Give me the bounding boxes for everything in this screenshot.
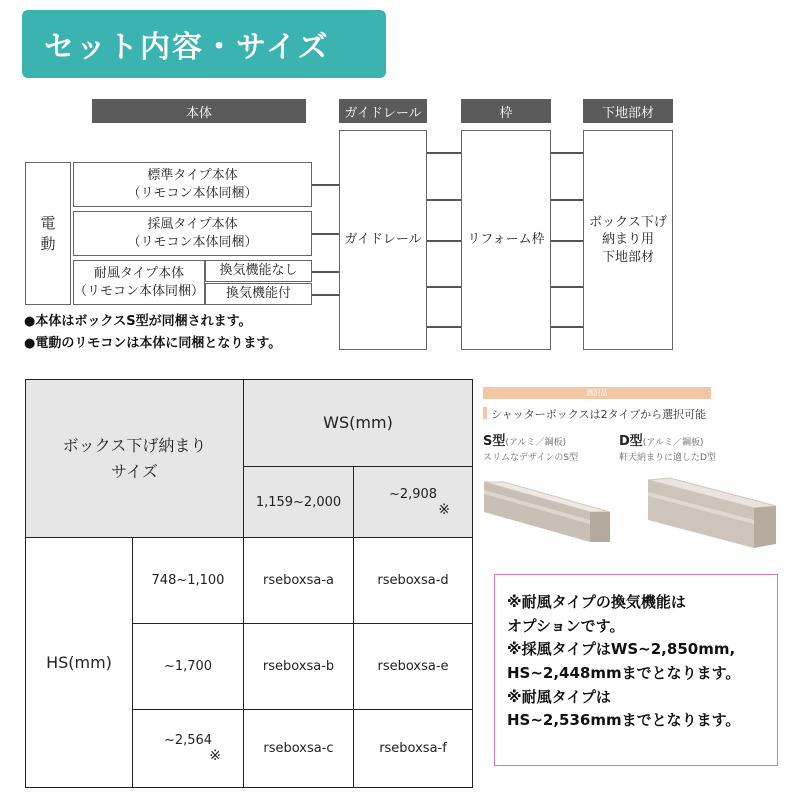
reform-frame-box: リフォーム枠 [461, 130, 551, 350]
hs-row3-mark: ※ [209, 748, 221, 764]
d-type-material: (アルミ／鋼板) [642, 438, 704, 448]
d-type-name: D型 [619, 434, 643, 449]
ws-col2-value: ~2,908 [388, 486, 438, 502]
table-corner-header [25, 379, 244, 538]
base-line3: 下地部材 [601, 249, 654, 265]
hs-row2: ~1,700 [132, 623, 244, 710]
connector-line [551, 199, 583, 201]
standard-type-label: 標準タイプ本体 [147, 167, 238, 183]
electric-label [25, 162, 71, 305]
remark-line: HS~2,536mmまでとなります。 [507, 711, 741, 730]
standard-type-body [73, 162, 312, 207]
connector-line [427, 199, 461, 201]
remark-line: ※耐風タイプは [507, 687, 611, 706]
model-cell: rseboxsa-f [353, 709, 473, 788]
connector-line [551, 240, 583, 242]
wind-type-body [73, 260, 205, 305]
corner-line1: ボックス下げ納まり [62, 435, 207, 455]
remarks-box [494, 574, 778, 766]
wind-type-remote: （リモコン本体同梱） [74, 283, 205, 299]
note-remote: ●電動のリモコンは本体に同梱となります。 [24, 336, 282, 351]
ws-col2-header [353, 466, 473, 538]
wind-type-label: 耐風タイプ本体 [93, 265, 185, 281]
with-vent-option: 換気機能付 [205, 283, 312, 305]
model-cell: rseboxsa-a [243, 537, 354, 624]
model-cell: rseboxsa-d [353, 537, 473, 624]
guide-rail-box: ガイドレール [339, 130, 427, 350]
connector-line [551, 152, 583, 154]
remark-line: ※耐風タイプの換気機能は [507, 593, 686, 611]
s-type-desc: スリムなデザインのS型 [483, 453, 579, 463]
remark-line: オプションです。 [507, 616, 625, 635]
base-material-box [583, 130, 673, 350]
d-type-title [619, 430, 703, 449]
s-type-name: S型 [483, 434, 506, 449]
selection-heading: シャッターボックスは2タイプから選択可能 [491, 408, 707, 421]
selection-bar: 選択品 [483, 387, 711, 399]
connector-line [551, 326, 583, 328]
connector-line [551, 286, 583, 288]
no-vent-option: 換気機能なし [205, 260, 312, 282]
lighting-type-remote: （リモコン本体同梱） [127, 234, 258, 250]
corner-line2: サイズ [111, 461, 158, 481]
connector-line [312, 184, 339, 186]
connector-line [427, 326, 461, 328]
s-type-title [483, 430, 566, 449]
ws-col2-mark: ※ [438, 501, 450, 518]
base-line1: ボックス下げ [589, 214, 667, 230]
ws-header: WS(mm) [243, 379, 473, 467]
base-line2: 納まり用 [601, 232, 654, 248]
model-cell: rseboxsa-e [353, 623, 473, 710]
electric-label-line2: 動 [40, 234, 56, 253]
remark-line: HS~2,448mmまでとなります。 [507, 664, 741, 683]
model-cell: rseboxsa-b [243, 623, 354, 710]
ws-col1-header: 1,159~2,000 [243, 466, 354, 538]
d-type-box-image [636, 470, 786, 560]
remark-line: ※採風タイプはWS~2,850mm, [507, 640, 736, 659]
s-type-box-image [480, 470, 615, 560]
d-type-desc: 軒天納まりに適したD型 [619, 453, 716, 463]
hs-row1: 748~1,100 [132, 537, 244, 624]
connector-line [427, 286, 461, 288]
lighting-type-label: 採風タイプ本体 [147, 216, 238, 232]
connector-line [312, 294, 339, 296]
s-type-material: (アルミ／鋼板) [505, 438, 567, 448]
hs-row3 [132, 709, 244, 788]
page-title: セット内容・サイズ [22, 10, 386, 78]
heading-marker [483, 407, 487, 419]
connector-line [427, 152, 461, 154]
standard-type-remote: （リモコン本体同梱） [127, 185, 258, 201]
hs-header: HS(mm) [25, 537, 133, 788]
header-base: 下地部材 [583, 99, 673, 123]
connector-line [312, 271, 339, 273]
hs-row3-value: ~2,564 [163, 733, 213, 748]
header-body: 本体 [92, 99, 306, 123]
lighting-type-body [73, 211, 312, 256]
connector-line [427, 240, 461, 242]
header-frame: 枠 [461, 99, 551, 123]
connector-line [312, 233, 339, 235]
note-box-s: ●本体はボックスS型が同梱されます。 [24, 314, 252, 329]
electric-label-line1: 電 [40, 214, 56, 233]
model-cell: rseboxsa-c [243, 709, 354, 788]
header-guide-rail: ガイドレール [339, 99, 427, 123]
